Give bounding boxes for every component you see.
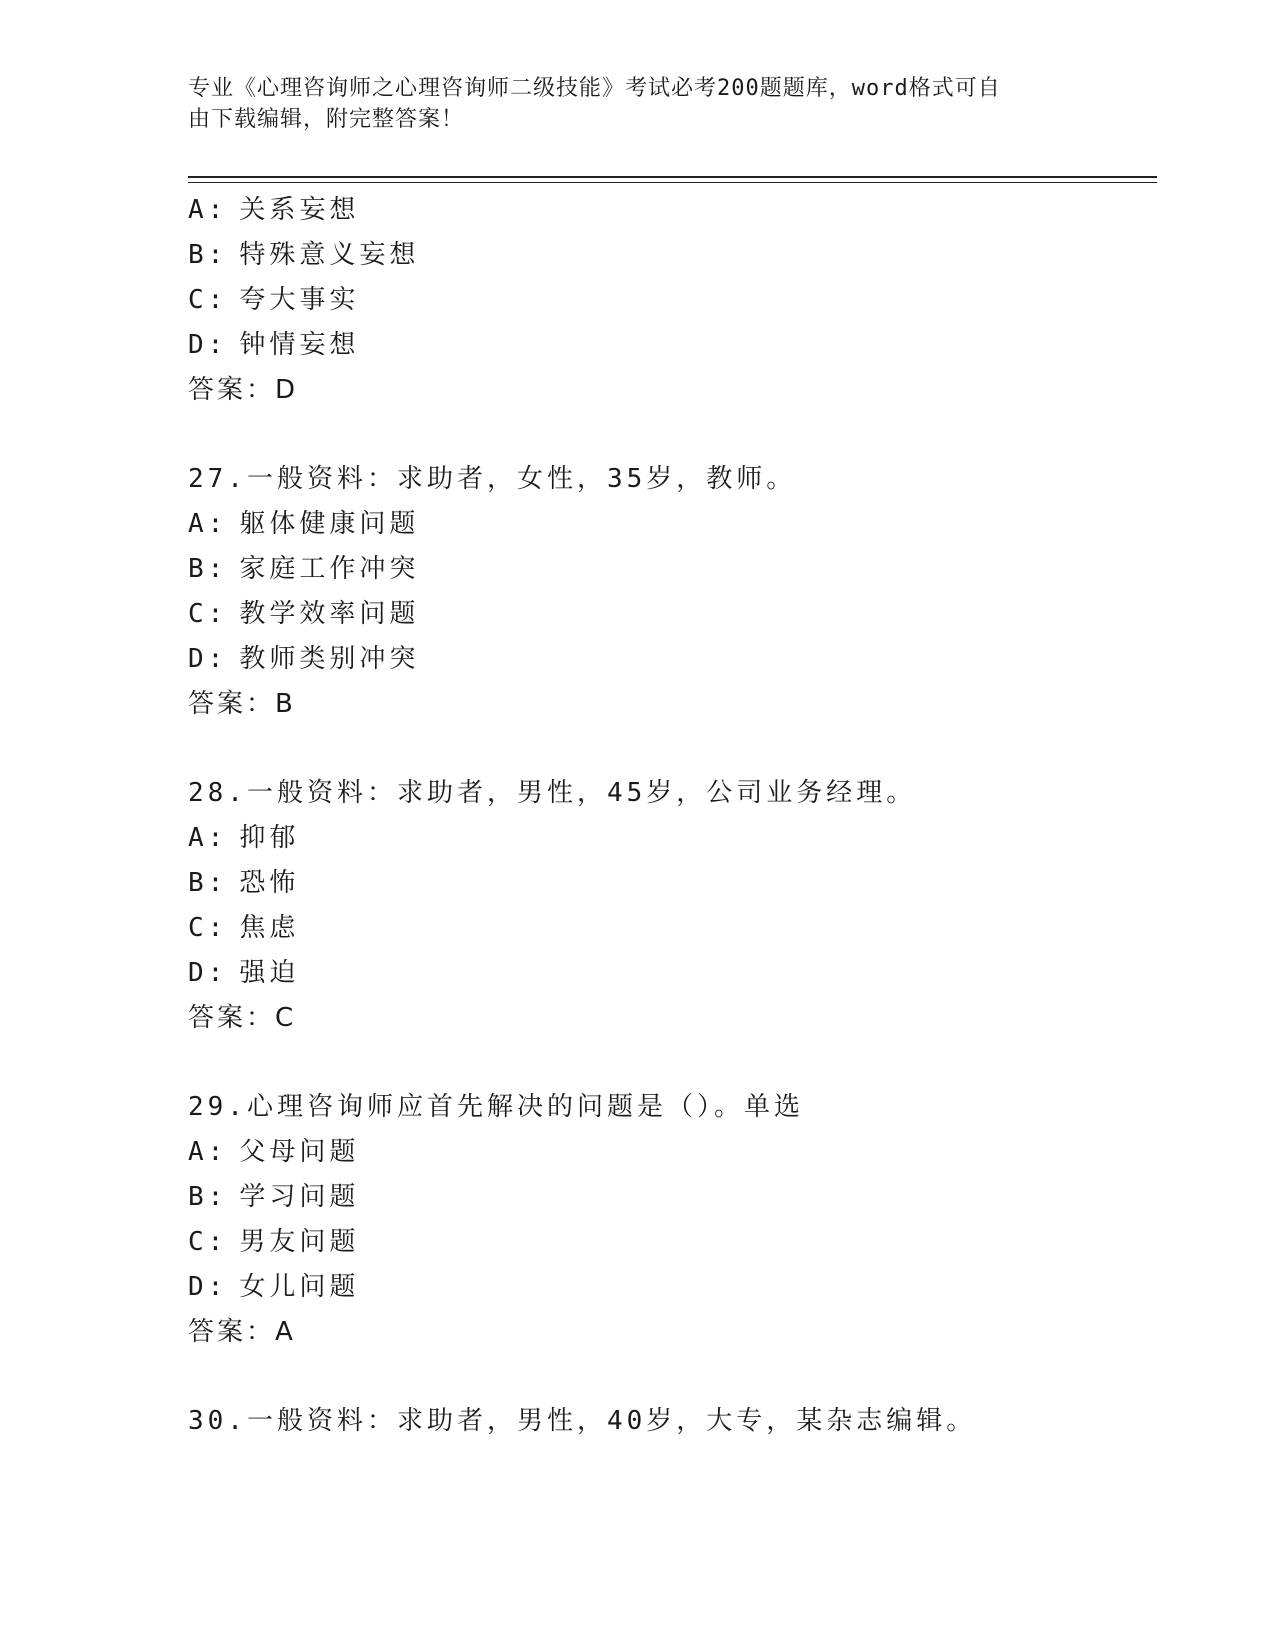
q30-stem: 30.一般资料：求助者，男性，40岁，大专，某杂志编辑。 [188, 1406, 977, 1436]
q27-option-b: B: 家庭工作冲突 [188, 554, 420, 584]
q28-option-a: A: 抑郁 [188, 823, 300, 853]
q26-option-a: A: 关系妄想 [188, 195, 360, 225]
q27-option-a: A: 躯体健康问题 [188, 509, 420, 539]
q28-option-b: B: 恐怖 [188, 868, 300, 898]
document-header [188, 73, 1088, 135]
header-line-2: 由下载编辑，附完整答案！ [188, 107, 465, 132]
q29-option-b: B: 学习问题 [188, 1182, 360, 1212]
q27-option-d: D: 教师类别冲突 [188, 644, 420, 674]
q28-option-d: D: 强迫 [188, 958, 300, 988]
header-rule-thin [188, 182, 1157, 183]
q27-stem: 27.一般资料：求助者，女性，35岁，教师。 [188, 464, 797, 494]
q29-option-a: A: 父母问题 [188, 1137, 360, 1167]
q28-answer: 答案：C [188, 1003, 297, 1033]
q26-option-b: B: 特殊意义妄想 [188, 240, 420, 270]
header-rule-thick [188, 176, 1157, 178]
q28-stem: 28.一般资料：求助者，男性，45岁，公司业务经理。 [188, 778, 917, 808]
q27-option-c: C: 教学效率问题 [188, 599, 420, 629]
q29-option-d: D: 女儿问题 [188, 1272, 360, 1302]
q28-option-c: C: 焦虑 [188, 913, 300, 943]
header-line-1: 专业《心理咨询师之心理咨询师二级技能》考试必考200题题库，word格式可自 [188, 76, 1001, 101]
q27-answer: 答案：B [188, 689, 296, 719]
q26-option-c: C: 夸大事实 [188, 285, 360, 315]
q29-option-c: C: 男友问题 [188, 1227, 360, 1257]
q26-option-d: D: 钟情妄想 [188, 330, 360, 360]
q26-answer: 答案：D [188, 375, 299, 405]
q29-stem: 29.心理咨询师应首先解决的问题是（）。单选 [188, 1092, 804, 1122]
q29-answer: 答案：A [188, 1317, 296, 1347]
